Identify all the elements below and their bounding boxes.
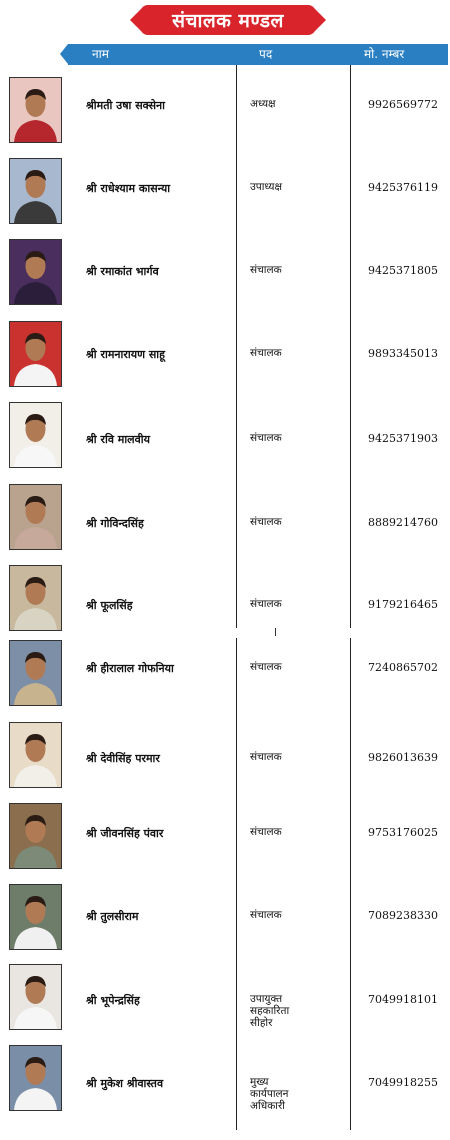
member-phone: 9425376119 bbox=[368, 181, 438, 194]
member-phone: 7049918101 bbox=[368, 993, 438, 1006]
post-line: सीहोर bbox=[250, 1017, 273, 1029]
member-post bbox=[250, 181, 282, 193]
post-line: संचालक bbox=[250, 826, 282, 838]
member-phone: 7049918255 bbox=[368, 1076, 438, 1089]
column-divider bbox=[350, 638, 351, 1130]
member-photo bbox=[9, 884, 62, 950]
post-line: संचालक bbox=[250, 661, 282, 673]
post-line: संचालक bbox=[250, 432, 282, 444]
post-line: कार्यपालन bbox=[250, 1088, 289, 1100]
member-name: श्री मुकेश श्रीवास्तव bbox=[86, 1077, 164, 1090]
post-line: सहकारिता bbox=[250, 1005, 290, 1017]
member-post bbox=[250, 826, 282, 838]
member-photo bbox=[9, 158, 62, 224]
member-photo bbox=[9, 77, 62, 143]
member-photo bbox=[9, 239, 62, 305]
column-divider bbox=[236, 65, 237, 628]
header-phone: मो. नम्बर bbox=[364, 47, 405, 61]
member-post bbox=[250, 909, 282, 921]
post-line: अधिकारी bbox=[250, 1100, 285, 1112]
member-name: श्रीमती उषा सक्सेना bbox=[86, 99, 165, 112]
member-name: श्री भूपेन्द्रसिंह bbox=[86, 994, 140, 1007]
title-banner bbox=[0, 0, 450, 42]
member-photo bbox=[9, 964, 62, 1030]
member-photo bbox=[9, 321, 62, 387]
member-name: श्री रमाकांत भार्गव bbox=[86, 265, 159, 278]
member-post bbox=[250, 516, 282, 528]
column-divider bbox=[236, 638, 237, 1130]
member-phone: 9826013639 bbox=[368, 751, 438, 764]
table-header bbox=[68, 44, 448, 65]
member-phone: 7240865702 bbox=[368, 661, 438, 674]
member-photo bbox=[9, 722, 62, 788]
member-name: श्री फूलसिंह bbox=[86, 599, 133, 612]
member-post bbox=[250, 661, 282, 673]
header-post: पद bbox=[259, 47, 273, 61]
post-line: संचालक bbox=[250, 516, 282, 528]
post-line: संचालक bbox=[250, 909, 282, 921]
member-photo bbox=[9, 484, 62, 550]
member-name: श्री राधेश्याम कासन्या bbox=[86, 182, 171, 195]
post-line: उपाध्यक्ष bbox=[250, 181, 283, 193]
page-title: संचालक मण्डल bbox=[172, 10, 284, 32]
header-name: नाम bbox=[92, 47, 109, 61]
member-name: श्री जीवनसिंह पंवार bbox=[86, 827, 164, 840]
divider-mark bbox=[275, 628, 276, 636]
post-line: संचालक bbox=[250, 347, 282, 359]
post-line: मुख्य bbox=[250, 1076, 269, 1088]
post-line: उपायुक्त bbox=[250, 993, 283, 1005]
post-line: संचालक bbox=[250, 264, 282, 276]
member-phone: 9179216465 bbox=[368, 598, 438, 611]
member-post bbox=[250, 1076, 289, 1112]
member-name: श्री गोविन्दसिंह bbox=[86, 517, 144, 530]
member-photo bbox=[9, 1045, 62, 1111]
member-post bbox=[250, 264, 282, 276]
post-line: अध्यक्ष bbox=[250, 98, 276, 110]
member-post bbox=[250, 98, 276, 110]
member-name: श्री देवीसिंह परमार bbox=[86, 752, 160, 765]
title-badge bbox=[140, 5, 316, 35]
member-photo bbox=[9, 402, 62, 468]
member-name: श्री रवि मालवीय bbox=[86, 433, 150, 446]
member-post bbox=[250, 598, 282, 610]
member-post bbox=[250, 751, 282, 763]
member-name: श्री तुलसीराम bbox=[86, 910, 139, 923]
member-phone: 9893345013 bbox=[368, 347, 438, 360]
post-line: संचालक bbox=[250, 598, 282, 610]
member-photo bbox=[9, 565, 62, 631]
member-post bbox=[250, 347, 282, 359]
member-photo bbox=[9, 803, 62, 869]
post-line: संचालक bbox=[250, 751, 282, 763]
member-name: श्री रामनारायण साहू bbox=[86, 348, 165, 361]
member-name: श्री हीरालाल गोफनिया bbox=[86, 662, 174, 675]
member-phone: 9926569772 bbox=[368, 98, 438, 111]
member-phone: 9425371805 bbox=[368, 264, 438, 277]
member-post bbox=[250, 993, 289, 1029]
member-phone: 9425371903 bbox=[368, 432, 438, 445]
header-arrow bbox=[60, 44, 68, 64]
member-photo bbox=[9, 640, 62, 706]
column-divider bbox=[350, 65, 351, 628]
member-post bbox=[250, 432, 282, 444]
member-phone: 9753176025 bbox=[368, 826, 438, 839]
member-phone: 8889214760 bbox=[368, 516, 438, 529]
member-phone: 7089238330 bbox=[368, 909, 438, 922]
